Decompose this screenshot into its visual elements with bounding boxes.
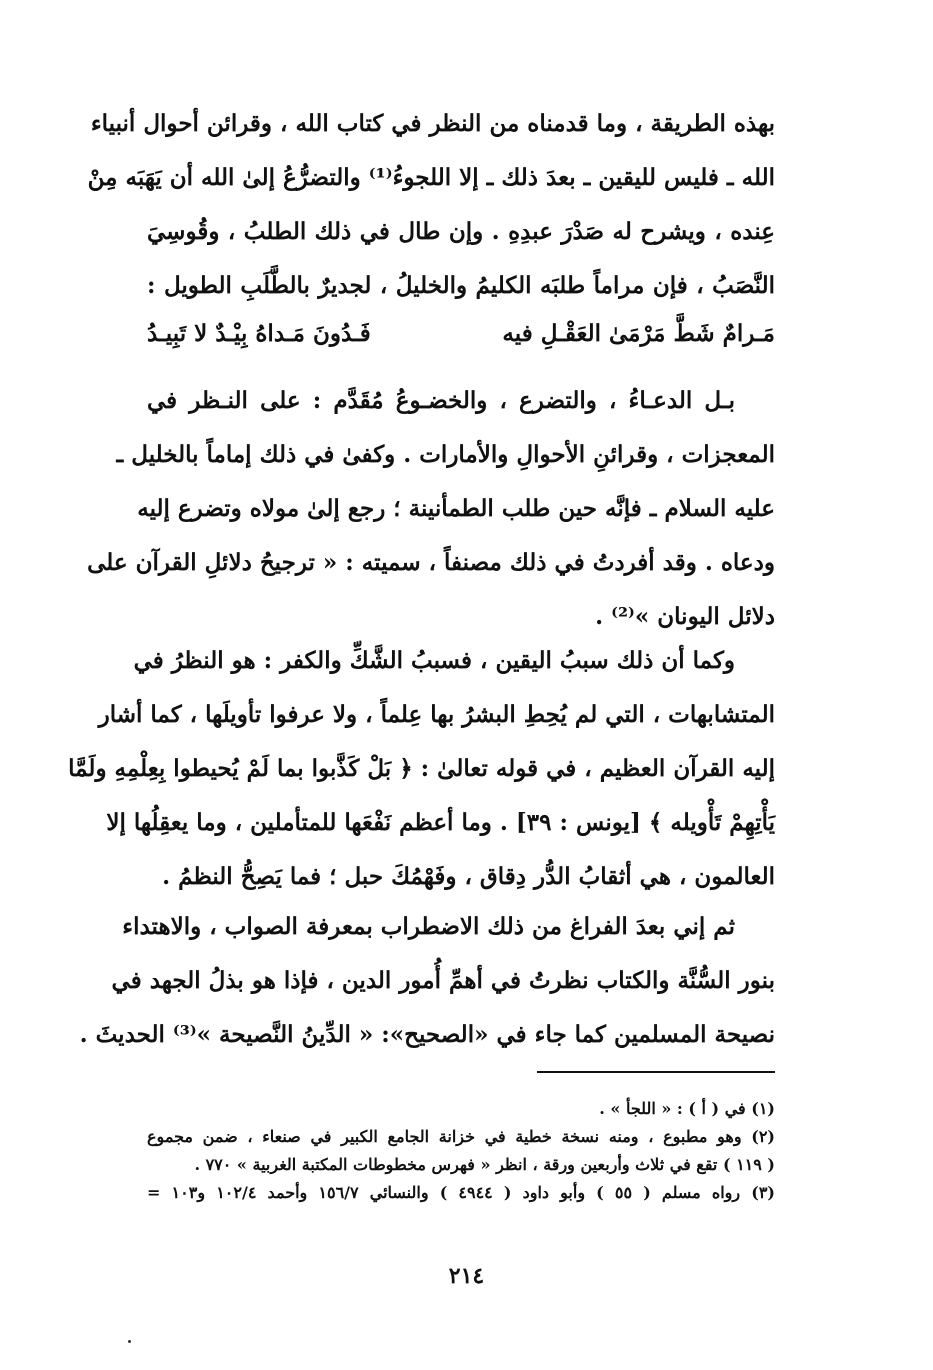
scan-speck <box>128 1340 131 1343</box>
paragraph-1 <box>87 97 775 313</box>
text-line: نصيحة المسلمين كما جاء في «الصحيح»: « الدِّينُ النَّصيحة »⁽³⁾ الحديثَ . <box>79 1021 775 1048</box>
text-line: بـل الدعـاءُ ، والتضرع ، والخضـوعُ مُقَدَّم : على النـظر في <box>147 387 735 414</box>
verse-hemistich-left: فَـدُونَ مَـداهُ بِيْـدٌ لا تَبِيـدُ <box>147 319 371 347</box>
text-line: يَأْتِهِمْ تَأْويله ﴾ [يونس : ٣٩] . وما أعظم نَفْعَها للمتأملين ، وما يعقِلُها إلا <box>106 809 775 836</box>
text-line: عِنده ، ويشرح له صَدْرَ عبدِهِ . وإن طال في ذلك الطلبُ ، وقُوسِيَ <box>147 218 775 245</box>
text-line: ثم إني بعدَ الفراغ من ذلك الاضطراب بمعرفة الصواب ، والاهتداء <box>122 913 735 940</box>
text-line: إليه القرآن العظيم ، في قوله تعالىٰ : ﴿ بَلْ كَذَّبوا بما لَمْ يُحيطوا بِعِلْمِهِ ولَمَّا <box>68 755 775 782</box>
text-line: بهذه الطريقة ، وما قدمناه من النظر في كتاب الله ، وقرائن أحوال أنبياء <box>90 110 775 137</box>
page-number: ٢١٤ <box>448 1263 485 1289</box>
paragraph-4 <box>79 900 775 1062</box>
verse-hemistich-right: مَـرامٌ شَطَّ مَرْمَىٰ العَقْـلِ فيه <box>502 319 775 347</box>
footnote-divider <box>537 1071 775 1073</box>
footnote-3: (٣) رواه مسلم ( ٥٥ ) وأبو داود ( ٤٩٤٤ ) والنسائي ١٥٦/٧ وأحمد ١٠٢/٤ و١٠٣ = <box>147 1183 775 1202</box>
text-line: وكما أن ذلك سببُ اليقين ، فسببُ الشَّكِّ والكفر : هو النظرُ في <box>133 647 735 674</box>
poetry-verse <box>147 306 775 360</box>
footnote-2: (٢) وهو مطبوع ، ومنه نسخة خطية في خزانة الجامع الكبير في صنعاء ، ضمن مجموع <box>147 1127 775 1146</box>
text-line: بنور السُّنَّة والكتاب نظرتُ في أهمِّ أُمور الدين ، فإذا هو بذلُ الجهد في <box>111 967 775 994</box>
text-line: عليه السلام ـ فإنَّه حين طلب الطمأنينة ؛ رجع إلىٰ مولاه وتضرع إليه <box>137 495 775 522</box>
footnotes <box>147 1095 775 1207</box>
text-line: المتشابهات ، التي لم يُحِطِ البشرُ بها عِلماً ، ولا عرفوا تأويلَها ، كما أشار <box>98 701 775 728</box>
text-line: دلائل اليونان »⁽²⁾ . <box>595 603 775 630</box>
footnote-1: (١) في ( أ ) : « اللجأ » . <box>599 1099 775 1118</box>
footnote-2-continued: ( ١١٩ ) تقع في ثلاث وأربعين ورقة ، انظر « فهرس مخطوطات المكتبة الغربية » ٧٧٠ . <box>194 1155 775 1174</box>
text-line: الله ـ فليس لليقين ـ بعدَ ذلك ـ إلا اللجوءُ⁽¹⁾ والتضرُّعُ إلىٰ الله أن يَهَبَه مِنْ <box>87 164 775 191</box>
text-line: ودعاه . وقد أفردتُ في ذلك مصنفاً ، سميته : « ترجيحُ دلائلِ القرآن على <box>87 549 775 576</box>
paragraph-3 <box>68 634 775 904</box>
paragraph-2 <box>87 374 775 644</box>
text-line: العالمون ، هي أثقابُ الدُّر دِقاق ، وفَهْمُكَ حبل ؛ فما يَصِحُّ النظمُ . <box>162 863 775 890</box>
text-line: النَّصَبُ ، فإن مراماً طلبَه الكليمُ والخليلُ ، لجديرٌ بالطَّلَبِ الطويل : <box>147 272 775 299</box>
text-line: المعجزات ، وقرائنِ الأحوالِ والأمارات . وكفىٰ في ذلك إماماً بالخليل ـ <box>116 441 775 468</box>
